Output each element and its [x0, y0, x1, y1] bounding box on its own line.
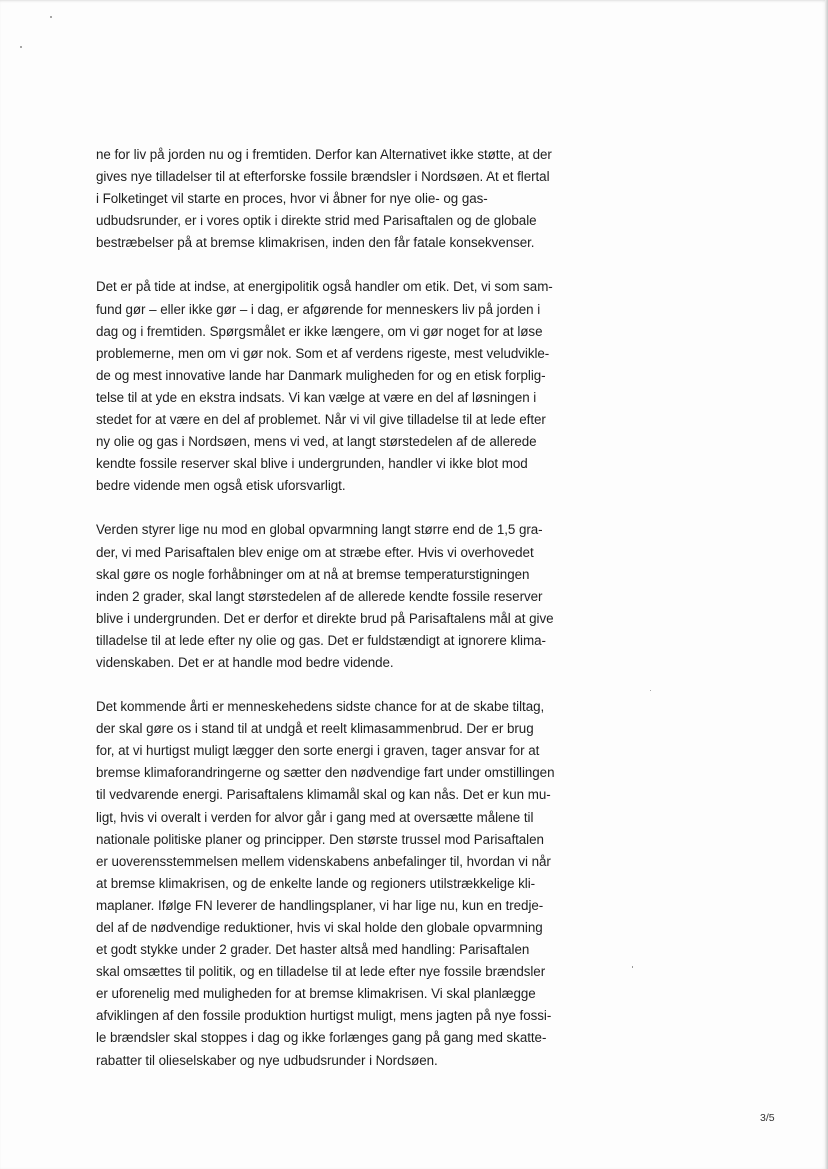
- text-line: der skal gøre os i stand til at undgå et reelt klimasammenbrud. Der er brug: [96, 721, 534, 737]
- text-line: Verden styrer lige nu mod en global opvarmning langt større end de 1,5 gra-: [96, 522, 543, 538]
- paragraph-2: [96, 276, 586, 497]
- scan-speck: [650, 690, 651, 691]
- text-line: blive i undergrunden. Det er derfor et direkte brud på Parisaftalens mål at give: [96, 610, 554, 626]
- text-line: for, at vi hurtigst muligt lægger den sorte energi i graven, tager ansvar for at: [96, 743, 540, 759]
- text-line: Det kommende årti er menneskehedens sidste chance for at de skabe tiltag,: [96, 699, 545, 715]
- text-line: der, vi med Parisaftalen blev enige om at stræbe efter. Hvis vi overhovedet: [96, 544, 534, 560]
- paragraph-3: [96, 519, 586, 674]
- scan-speck: [50, 16, 52, 18]
- text-line: le brændsler skal stoppes i dag og ikke forlænges gang på gang med skatte-: [96, 1030, 547, 1046]
- text-line: er uoverensstemmelsen mellem videnskabens anbefalinger til, hvordan vi når: [96, 853, 551, 869]
- text-line: fund gør – eller ikke gør – i dag, er afgørende for menneskers liv på jorden i: [96, 301, 541, 317]
- text-line: er uforenelig med muligheden for at bremse klimakrisen. Vi skal planlægge: [96, 986, 536, 1002]
- text-line: maplaner. Ifølge FN leverer de handlingsplaner, vi har lige nu, kun en tredje-: [96, 897, 544, 913]
- scan-speck: [632, 966, 633, 968]
- text-line: gives nye tilladelser til at efterforske fossile brændsler i Nordsøen. At et flertal: [96, 169, 550, 185]
- paragraph-1: [96, 144, 586, 254]
- text-line: kendte fossile reserver skal blive i undergrunden, handler vi ikke blot mod: [96, 456, 528, 472]
- text-line: dag og i fremtiden. Spørgsmålet er ikke længere, om vi gør noget for at løse: [96, 323, 543, 339]
- scan-speck: [20, 46, 22, 48]
- text-line: afviklingen af den fossile produktion hurtigst muligt, mens jagten på nye fossi-: [96, 1008, 552, 1024]
- text-line: et godt stykke under 2 grader. Det haster altså med handling: Parisaftalen: [96, 942, 530, 958]
- text-line: de og mest innovative lande har Danmark muligheden for og en etisk forplig-: [96, 367, 546, 383]
- text-line: problemerne, men om vi gør nok. Som et af verdens rigeste, mest veludvikle-: [96, 345, 550, 361]
- text-line: i Folketinget vil starte en proces, hvor vi åbner for nye olie- og gas-: [96, 191, 488, 207]
- text-line: telse til at yde en ekstra indsats. Vi kan vælge at være en del af løsningen i: [96, 389, 537, 405]
- text-line: inden 2 grader, skal langt størstedelen af de allerede kendte fossile reserver: [96, 588, 543, 604]
- text-line: del af de nødvendige reduktioner, hvis vi skal holde den globale opvarmning: [96, 920, 543, 935]
- text-line: ny olie og gas i Nordsøen, mens vi ved, at langt størstedelen af de allerede: [96, 434, 537, 450]
- text-line: rabatter til olieselskaber og nye udbudsrunder i Nordsøen.: [96, 1052, 438, 1068]
- text-line: stedet for at være en del af problemet. Når vi vil give tilladelse til at lede efter: [96, 412, 546, 428]
- text-line: tilladelse til at lede efter ny olie og gas. Det er fuldstændigt at ignorere klima-: [96, 632, 546, 648]
- text-line: videnskaben. Det er at handle mod bedre vidende.: [96, 654, 394, 670]
- text-line: Det er på tide at indse, at energipolitik også handler om etik. Det, vi som sam-: [96, 279, 553, 295]
- text-line: udbudsrunder, er i vores optik i direkte strid med Parisaftalen og de globale: [96, 213, 537, 229]
- page-number: 3/5: [760, 1112, 775, 1124]
- text-line: skal omsættes til politik, og en tilladelse til at lede efter nye fossile brændsler: [96, 964, 546, 980]
- text-line: bestræbelser på at bremse klimakrisen, inden den får fatale konsekvenser.: [96, 235, 535, 251]
- text-line: at bremse klimakrisen, og de enkelte lande og regioners utilstrækkelige kli-: [96, 875, 536, 891]
- paragraph-4: [96, 696, 586, 1072]
- text-line: skal gøre os nogle forhåbninger om at nå at bremse temperaturstigningen: [96, 566, 530, 582]
- text-line: til vedvarende energi. Parisaftalens klimamål skal og kan nås. Det er kun mu-: [96, 787, 551, 803]
- text-line: ne for liv på jorden nu og i fremtiden. Derfor kan Alternativet ikke støtte, at der: [96, 147, 552, 162]
- text-line: bedre vidende men også etisk uforsvarligt.: [96, 478, 346, 494]
- text-line: bremse klimaforandringerne og sætter den nødvendige fart under omstillingen: [96, 765, 555, 781]
- body-text: [96, 144, 586, 1094]
- text-line: nationale politiske planer og principper. Den største trussel mod Parisaftalen: [96, 831, 544, 847]
- text-line: ligt, hvis vi overalt i verden for alvor går i gang med at oversætte målene til: [96, 809, 534, 825]
